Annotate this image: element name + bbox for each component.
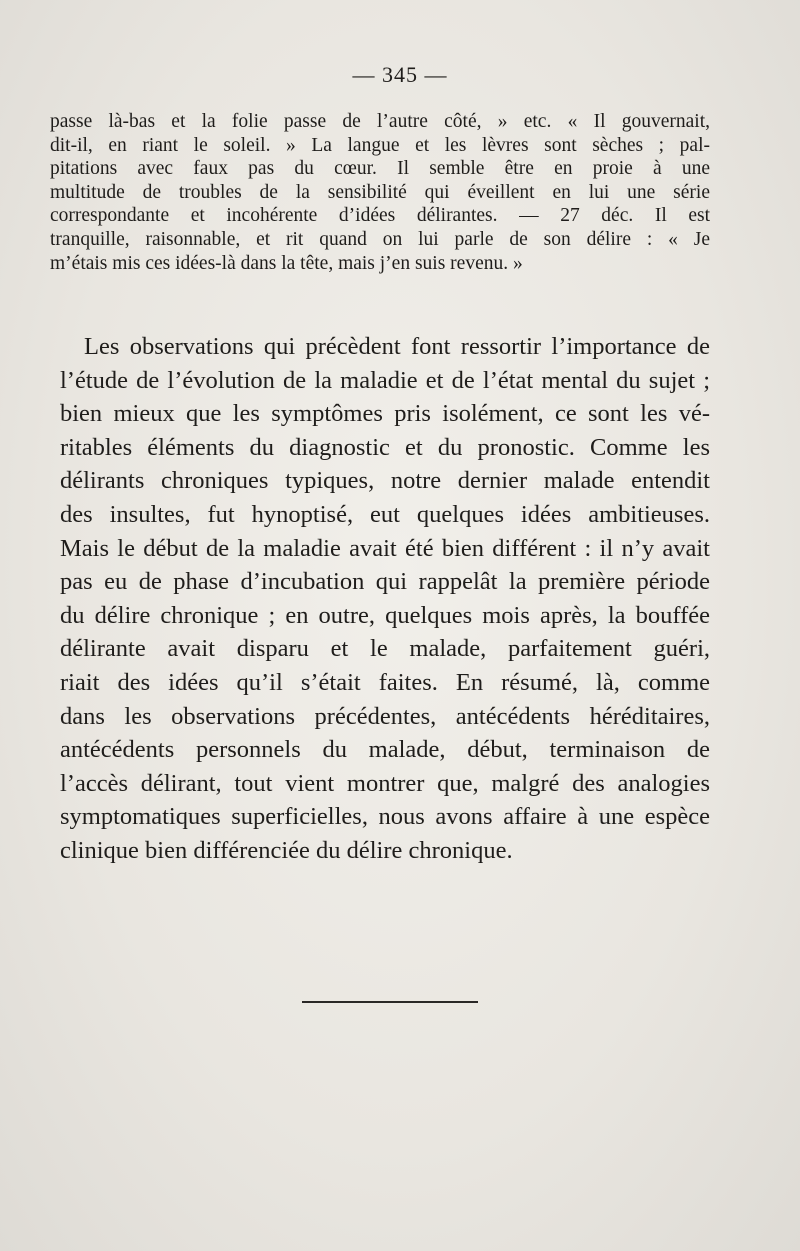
- text-line: riait des idées qu’il s’était faites. En résumé, là, comme: [60, 668, 710, 696]
- text-line: pas eu de phase d’incubation qui rappelât la première période: [60, 568, 710, 596]
- text-line: correspondante et incohérente d’idées délirantes. — 27 déc. Il est: [50, 205, 710, 227]
- conclusion-paragraph: [60, 330, 710, 868]
- text-line: du délire chronique ; en outre, quelques mois après, la bouffée: [60, 601, 710, 629]
- text-line: multitude de troubles de la sensibilité qui éveillent en lui une série: [50, 181, 710, 203]
- text-line: Les observations qui précèdent font ressortir l’importance de: [84, 333, 710, 360]
- text-line: passe là-bas et la folie passe de l’autre côté, » etc. « Il gouvernait,: [50, 111, 710, 132]
- text-line: des insultes, fut hynoptisé, eut quelques idées ambitieuses.: [60, 500, 710, 528]
- text-line: dit-il, en riant le soleil. » La langue et les lèvres sont sèches ; pal-: [50, 134, 710, 156]
- text-line: m’étais mis ces idées-là dans la tête, mais j’en suis revenu. »: [50, 252, 523, 274]
- text-line: pitations avec faux pas du cœur. Il semble être en proie à une: [50, 158, 710, 180]
- text-line: Mais le début de la maladie avait été bien différent : il n’y avait: [60, 534, 710, 562]
- observation-text: [50, 110, 710, 275]
- text-line: symptomatiques superficielles, nous avons affaire à une espèce: [60, 803, 710, 831]
- text-line: tranquille, raisonnable, et rit quand on lui parle de son délire : « Je: [50, 228, 710, 250]
- text-line: délirante avait disparu et le malade, parfaitement guéri,: [60, 635, 710, 663]
- section-end-rule: [302, 1001, 478, 1003]
- text-line: ritables éléments du diagnostic et du pronostic. Comme les: [60, 433, 710, 461]
- text-line: antécédents personnels du malade, début, terminaison de: [60, 736, 710, 764]
- page-number: — 345 —: [352, 62, 448, 87]
- text-line: l’étude de l’évolution de la maladie et de l’état mental du sujet ;: [60, 366, 710, 394]
- text-line: clinique bien différenciée du délire chronique.: [60, 836, 513, 864]
- text-line: délirants chroniques typiques, notre dernier malade entendit: [60, 467, 710, 495]
- text-line: dans les observations précédentes, antécédents héréditaires,: [60, 702, 710, 730]
- text-line: bien mieux que les symptômes pris isolément, ce sont les vé-: [60, 400, 710, 428]
- text-line: l’accès délirant, tout vient montrer que, malgré des analogies: [60, 769, 710, 797]
